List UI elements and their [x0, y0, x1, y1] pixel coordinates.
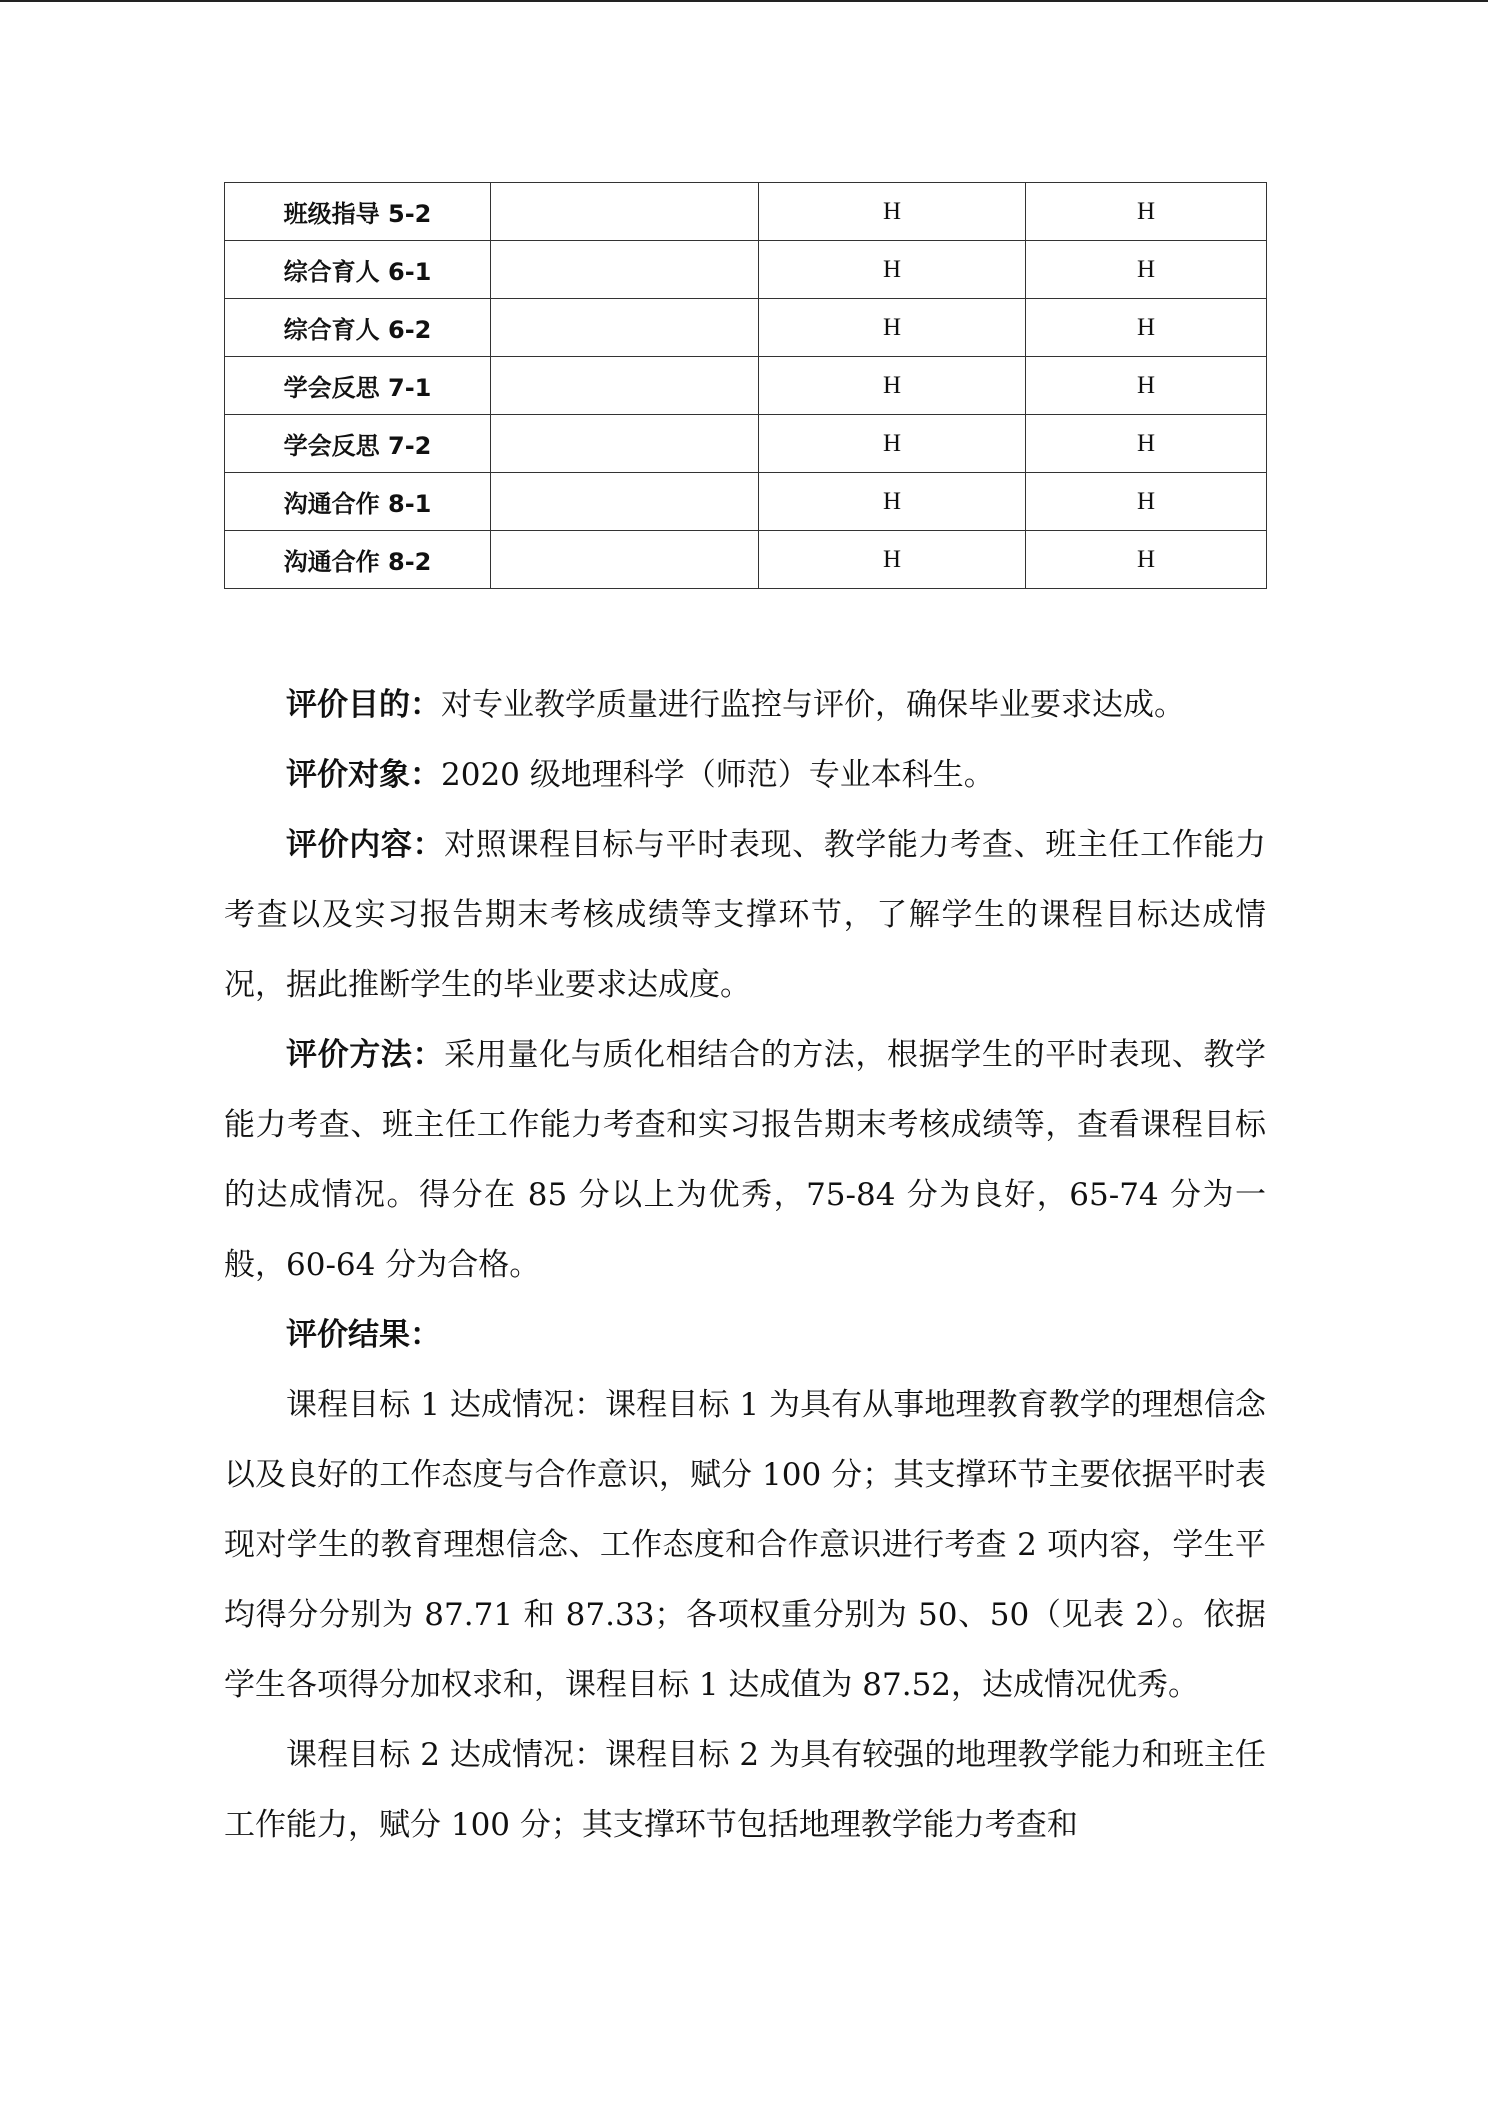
support-level-cell: H	[1026, 183, 1267, 241]
support-level-cell: H	[759, 473, 1026, 531]
requirement-cell: 综合育人 6-2	[225, 299, 491, 357]
requirement-cell: 班级指导 5-2	[225, 183, 491, 241]
evaluation-purpose-label: 评价目的：	[286, 687, 441, 723]
evaluation-method-text: 采用量化与质化相结合的方法，根据学生的平时表现、教学能力考查、班主任工作能力考查和实习报告期末考核成绩等，查看课程目标的达成情况。得分在 85 分以上为优秀，75-84 分为良好，65-74 分为一般，60-64 分为合格。	[224, 1037, 1267, 1283]
empty-cell	[491, 415, 759, 473]
evaluation-purpose-text: 对专业教学质量进行监控与评价，确保毕业要求达成。	[441, 687, 1185, 723]
support-level-cell: H	[759, 183, 1026, 241]
graduation-requirement-support-table	[224, 182, 1267, 589]
evaluation-result-label: 评价结果：	[286, 1317, 441, 1353]
evaluation-result-heading	[224, 1300, 1266, 1370]
table-row	[225, 415, 1267, 473]
support-level-cell: H	[1026, 415, 1267, 473]
course-goal-2-paragraph: 课程目标 2 达成情况：课程目标 2 为具有较强的地理教学能力和班主任工作能力，赋分 100 分；其支撑环节包括地理教学能力考查和	[224, 1737, 1266, 1843]
evaluation-object-label: 评价对象：	[286, 757, 441, 793]
support-level-cell: H	[1026, 473, 1267, 531]
empty-cell	[491, 299, 759, 357]
support-level-cell: H	[1026, 299, 1267, 357]
support-level-cell: H	[759, 415, 1026, 473]
empty-cell	[491, 241, 759, 299]
empty-cell	[491, 357, 759, 415]
support-level-cell: H	[759, 531, 1026, 589]
table-row	[225, 357, 1267, 415]
evaluation-content-text: 对照课程目标与平时表现、教学能力考查、班主任工作能力考查以及实习报告期末考核成绩等支撑环节，了解学生的课程目标达成情况，据此推断学生的毕业要求达成度。	[224, 827, 1267, 1003]
table-row	[225, 473, 1267, 531]
evaluation-section	[224, 670, 1266, 1860]
requirement-cell: 学会反思 7-2	[225, 415, 491, 473]
support-level-cell: H	[1026, 241, 1267, 299]
support-level-cell: H	[759, 299, 1026, 357]
table-row	[225, 299, 1267, 357]
evaluation-method-paragraph	[224, 1020, 1266, 1300]
empty-cell	[491, 473, 759, 531]
empty-cell	[491, 531, 759, 589]
evaluation-content-label: 评价内容：	[286, 827, 445, 863]
support-level-cell: H	[759, 357, 1026, 415]
empty-cell	[491, 183, 759, 241]
table-row	[225, 531, 1267, 589]
support-level-cell: H	[1026, 531, 1267, 589]
evaluation-method-label: 评价方法：	[286, 1037, 445, 1073]
table-row	[225, 241, 1267, 299]
requirement-cell: 沟通合作 8-2	[225, 531, 491, 589]
requirement-cell: 综合育人 6-1	[225, 241, 491, 299]
support-level-cell: H	[1026, 357, 1267, 415]
evaluation-object-text: 2020 级地理科学（师范）专业本科生。	[441, 757, 995, 793]
course-goal-1-paragraph: 课程目标 1 达成情况：课程目标 1 为具有从事地理教育教学的理想信念以及良好的工作态度与合作意识，赋分 100 分；其支撑环节主要依据平时表现对学生的教育理想信念、工作态度和合作意识进行考查 2 项内容，学生平均得分分别为 87.71 和 87.33；各项权重分别为 50、50（见表 2）。依据学生各项得分加权求和，课程目标 1 达成值为 87.52，达成情况优秀。	[224, 1387, 1266, 1703]
support-level-cell: H	[759, 241, 1026, 299]
requirement-cell: 学会反思 7-1	[225, 357, 491, 415]
evaluation-purpose-paragraph	[224, 670, 1266, 740]
evaluation-object-paragraph	[224, 740, 1266, 810]
evaluation-content-paragraph	[224, 810, 1266, 1020]
requirement-cell: 沟通合作 8-1	[225, 473, 491, 531]
table-row	[225, 183, 1267, 241]
